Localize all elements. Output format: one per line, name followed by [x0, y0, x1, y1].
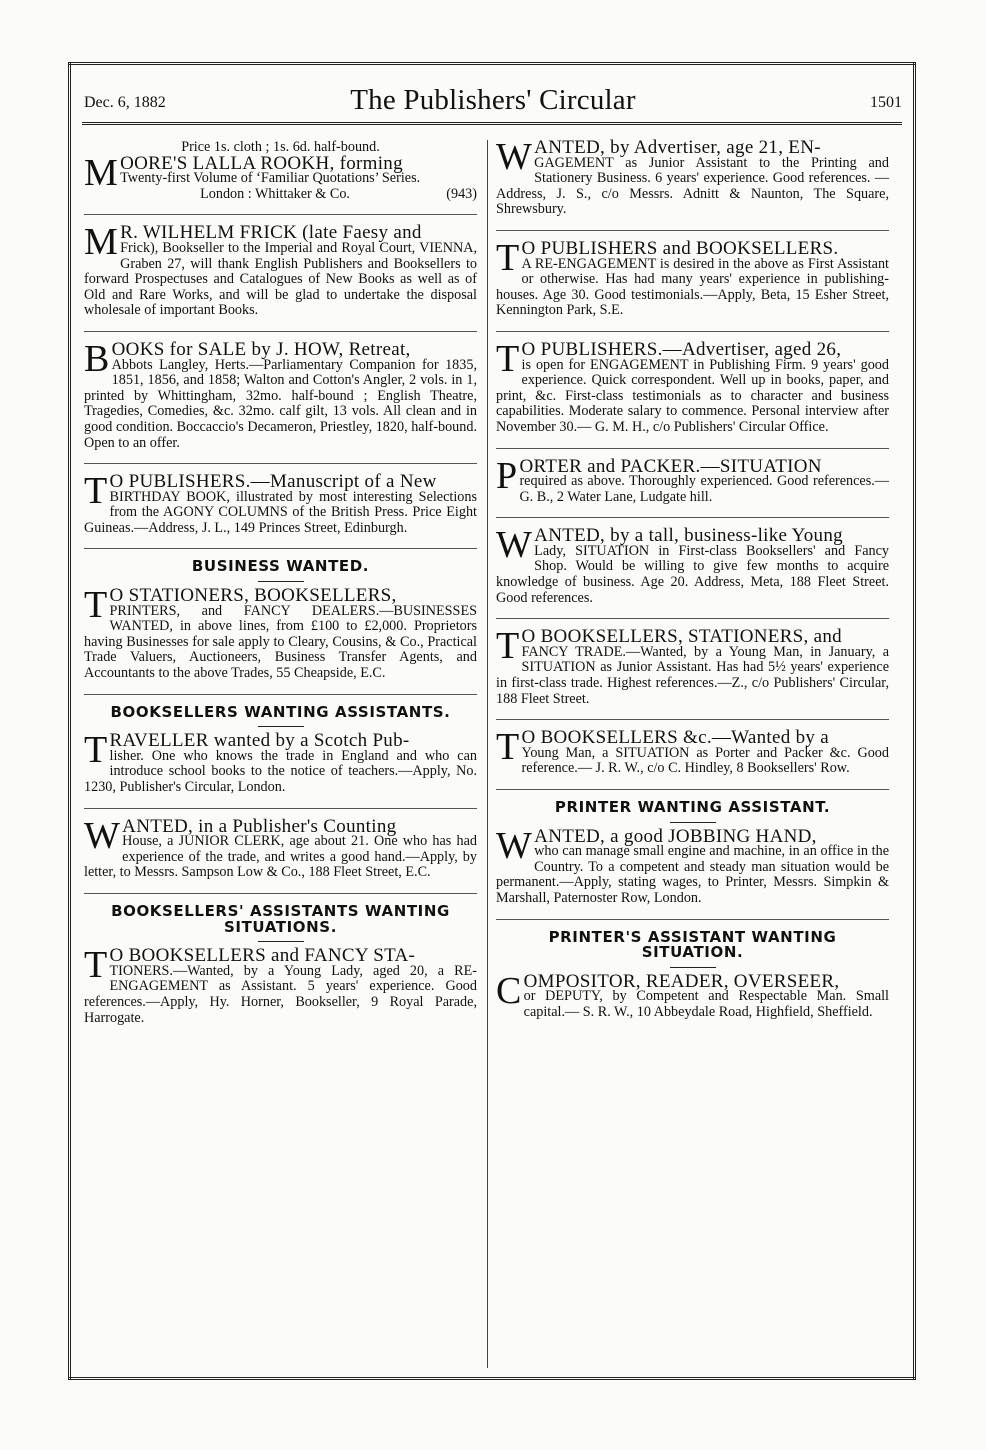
section-heading: BUSINESS WANTED. — [191, 557, 370, 576]
left-border — [68, 62, 71, 1380]
ad-body: GAGEMENT as Junior Assistant to the Printing and Stationery Business. 6 years' experience. Good references. — Address, J. S., c/o Messrs. Adnitt & Naunton, The Square, Shrewsbury. — [496, 154, 889, 218]
ad-lead: TO PUBLISHERS.—Manuscript of a New — [84, 470, 437, 513]
ad-body: FANCY TRADE.—Wanted, by a Young Man, in January, a SITUATION as Junior Assistant. Has had 5½ years' experience in first-class trade. Highest references.—Z., c/o Publishers' Circular, 188 Fleet Street. — [496, 643, 889, 707]
separator — [496, 448, 889, 449]
ad-lead: TO BOOKSELLERS, STATIONERS, and — [496, 625, 842, 668]
separator — [496, 517, 889, 518]
ad-lead: TO PUBLISHERS and BOOKSELLERS. — [496, 236, 839, 279]
section-heading: PRINTER'S ASSISTANT WANTING SITUATION. — [548, 927, 837, 962]
ad-lead: WANTED, by Advertiser, age 21, EN- — [496, 136, 821, 178]
ad-number: (943) — [446, 185, 477, 202]
header-title: The Publishers' Circular — [350, 84, 636, 116]
ad-body: BIRTHDAY BOOK, illustrated by most interesting Selections from the AGONY COLUMNS of the British Press. Price Eight Guineas.—Address, J. L., 149 Princes Street, Edinburgh. — [84, 488, 477, 536]
ad-price-line: Price 1s. cloth ; 1s. 6d. half-bound. — [181, 139, 380, 155]
right-column — [496, 136, 889, 1021]
ad-body: PRINTERS, and FANCY DEALERS.—BUSINESSES WANTED, in above lines, from £100 to £2,000. Proprietors having Businesses for sale apply to Cleary, Cousins, & Co., Practical Trade Valuers, Auctioneers, Business Transfer Agents, and Accountants to the above Trades, 55 Cheapside, E.C. — [84, 602, 477, 682]
ad-body: Twenty-first Volume of ‘Familiar Quotations’ Series. — [120, 170, 421, 187]
ad-lead: TO STATIONERS, BOOKSELLERS, — [84, 584, 397, 627]
ad-body: or DEPUTY, by Competent and Respectable Man. Small capital.— S. R. W., 10 Abbeydale Road, Highfield, Sheffield. — [523, 988, 889, 1020]
ad-publisher: London : Whittaker & Co. — [200, 185, 350, 202]
ad-publishers-booksellers — [496, 236, 889, 319]
ad-porter-packer — [496, 454, 889, 506]
ad-birthday-book — [84, 470, 477, 536]
separator — [496, 719, 889, 720]
separator — [84, 331, 477, 332]
section-rule — [258, 726, 304, 727]
ad-lead: MR. WILHELM FRICK (late Faesy and — [84, 221, 422, 264]
section-rule — [258, 941, 304, 942]
ad-body: House, a JUNIOR CLERK, age about 21. One who has had experience of the trade, and writes a good hand.—Apply, by letter, to Messrs. Sampson Low & Co., 188 Fleet Street, E.C. — [84, 833, 477, 881]
ad-body: Abbots Langley, Herts.—Parliamentary Companion for 1835, 1851, 1856, and 1858; Walton and Cotton's Angler, 2 vols. in 1, printed by Whittingham, 32mo. half-bound ; English Theatre, Tragedies, Comedies, &c. 32mo. calf gilt, 13 vols. All clean and in good condition. Boccaccio's Decameron, Priestley, 1820, half-bound. Open to an offer. — [84, 356, 477, 451]
header-date: Dec. 6, 1882 — [84, 94, 166, 111]
separator — [496, 230, 889, 231]
ad-porter-young-man — [496, 726, 889, 777]
section-rule — [670, 967, 716, 968]
ad-traveller — [84, 729, 477, 795]
ad-lead: WANTED, by a tall, business-like Young — [496, 524, 843, 567]
top-rule — [68, 62, 916, 65]
left-column — [84, 140, 477, 1026]
separator — [496, 919, 889, 920]
ad-body: TIONERS.—Wanted, by a Young Lady, aged 20, a RE-ENGAGEMENT as Assistant. 5 years' experience. Good references.—Apply, Hy. Horner, Bookseller, 9 Royal Parade, Harrogate. — [84, 962, 477, 1026]
ad-books-for-sale — [84, 337, 477, 451]
ad-junior-clerk — [84, 814, 477, 881]
ad-stationers — [84, 584, 477, 682]
ad-body: is open for ENGAGEMENT in Publishing Firm. 9 years' good experience. Quick correspondent. Well up in books, paper, and print, &c. First-class testimonials as to character and business capabilities. Moderate salary to commence. Personal interview after November 30.— G. M. H., c/o Publishers' Circular Office. — [496, 356, 889, 435]
ad-lead: WANTED, in a Publisher's Counting — [84, 814, 397, 857]
ad-lead: TO BOOKSELLERS and FANCY STA- — [84, 944, 416, 987]
section-rule — [258, 581, 304, 582]
ad-lead: TO BOOKSELLERS &c.—Wanted by a — [496, 726, 829, 769]
ad-body: required as above. Thoroughly experienced. Good references.—G. B., 2 Water Lane, Ludgate hill. — [519, 473, 889, 505]
column-divider — [487, 140, 488, 1368]
ad-lead: COMPOSITOR, READER, OVERSEER, — [496, 969, 840, 1012]
separator — [496, 618, 889, 619]
ad-frick — [84, 221, 477, 319]
section-heading: BOOKSELLERS WANTING ASSISTANTS. — [110, 702, 451, 721]
separator — [84, 214, 477, 215]
ad-booksellers-stationers — [496, 625, 889, 707]
ad-lead: WANTED, a good JOBBING HAND, — [496, 824, 817, 867]
header-rule — [82, 122, 902, 125]
ad-body: Young Man, a SITUATION as Porter and Packer &c. Good reference.— J. R. W., c/o C. Hindley, 8 Booksellers' Row. — [521, 744, 889, 777]
ad-lead: BOOKS for SALE by J. HOW, Retreat, — [84, 337, 411, 380]
ad-body: A RE-ENGAGEMENT is desired in the above as First Assistant or otherwise. Has had many years' experience in publishing-houses. Age 30. Good testimonials.—Apply, Beta, 15 Esher Street, Kennington Park, S.E. — [496, 255, 889, 319]
page-frame — [68, 62, 916, 1380]
separator — [84, 463, 477, 464]
header-page-number: 1501 — [870, 94, 902, 111]
ad-lead: PORTER and PACKER.—SITUATION — [496, 454, 822, 497]
ad-fancy-stationers — [84, 944, 477, 1026]
ad-publishers-advertiser — [496, 337, 889, 436]
ad-moore — [84, 140, 477, 202]
ad-lead: MOORE'S LALLA ROOKH, forming — [84, 151, 403, 194]
section-heading: PRINTER WANTING ASSISTANT. — [554, 798, 831, 816]
section-rule — [670, 822, 716, 823]
ad-body: Frick), Bookseller to the Imperial and Royal Court, VIENNA, Graben 27, will thank English Publishers and Booksellers to forward Prospectuses and Catalogues of New Books as well as of Old and Rare Works, and will be glad to undertake the disposal wholesale of important Books. — [84, 239, 477, 319]
ad-body: who can manage small engine and machine, in an office in the Country. To a competent and steady man situation would be permanent.—Apply, stating wages, to Printer, Messrs. Simpkin & Marshall, Paternoster Row, London. — [496, 843, 889, 906]
ad-lead: TRAVELLER wanted by a Scotch Pub- — [84, 729, 410, 772]
right-border — [913, 62, 916, 1380]
ad-body: lisher. One who knows the trade in England and who can introduce school books to the notice of teachers.—Apply, No. 1230, Publisher's Circular, London. — [84, 747, 477, 795]
running-header — [84, 78, 902, 118]
separator — [496, 789, 889, 790]
separator — [84, 694, 477, 695]
ad-body: Lady, SITUATION in First-class Booksellers' and Fancy Shop. Would be willing to give few months to acquire knowledge of business. Age 20. Address, Meta, 188 Fleet Street. Good references. — [496, 542, 889, 606]
ad-compositor — [496, 969, 889, 1021]
ad-lead: TO PUBLISHERS.—Advertiser, aged 26, — [496, 337, 842, 380]
separator — [496, 331, 889, 332]
ad-jobbing-hand — [496, 824, 889, 907]
ad-young-lady — [496, 524, 889, 606]
separator — [84, 893, 477, 894]
separator — [84, 548, 477, 549]
separator — [84, 808, 477, 809]
section-heading: BOOKSELLERS' ASSISTANTS WANTING SITUATIONS. — [111, 901, 450, 936]
ad-engagement — [496, 136, 889, 218]
bottom-rule — [68, 1377, 916, 1380]
